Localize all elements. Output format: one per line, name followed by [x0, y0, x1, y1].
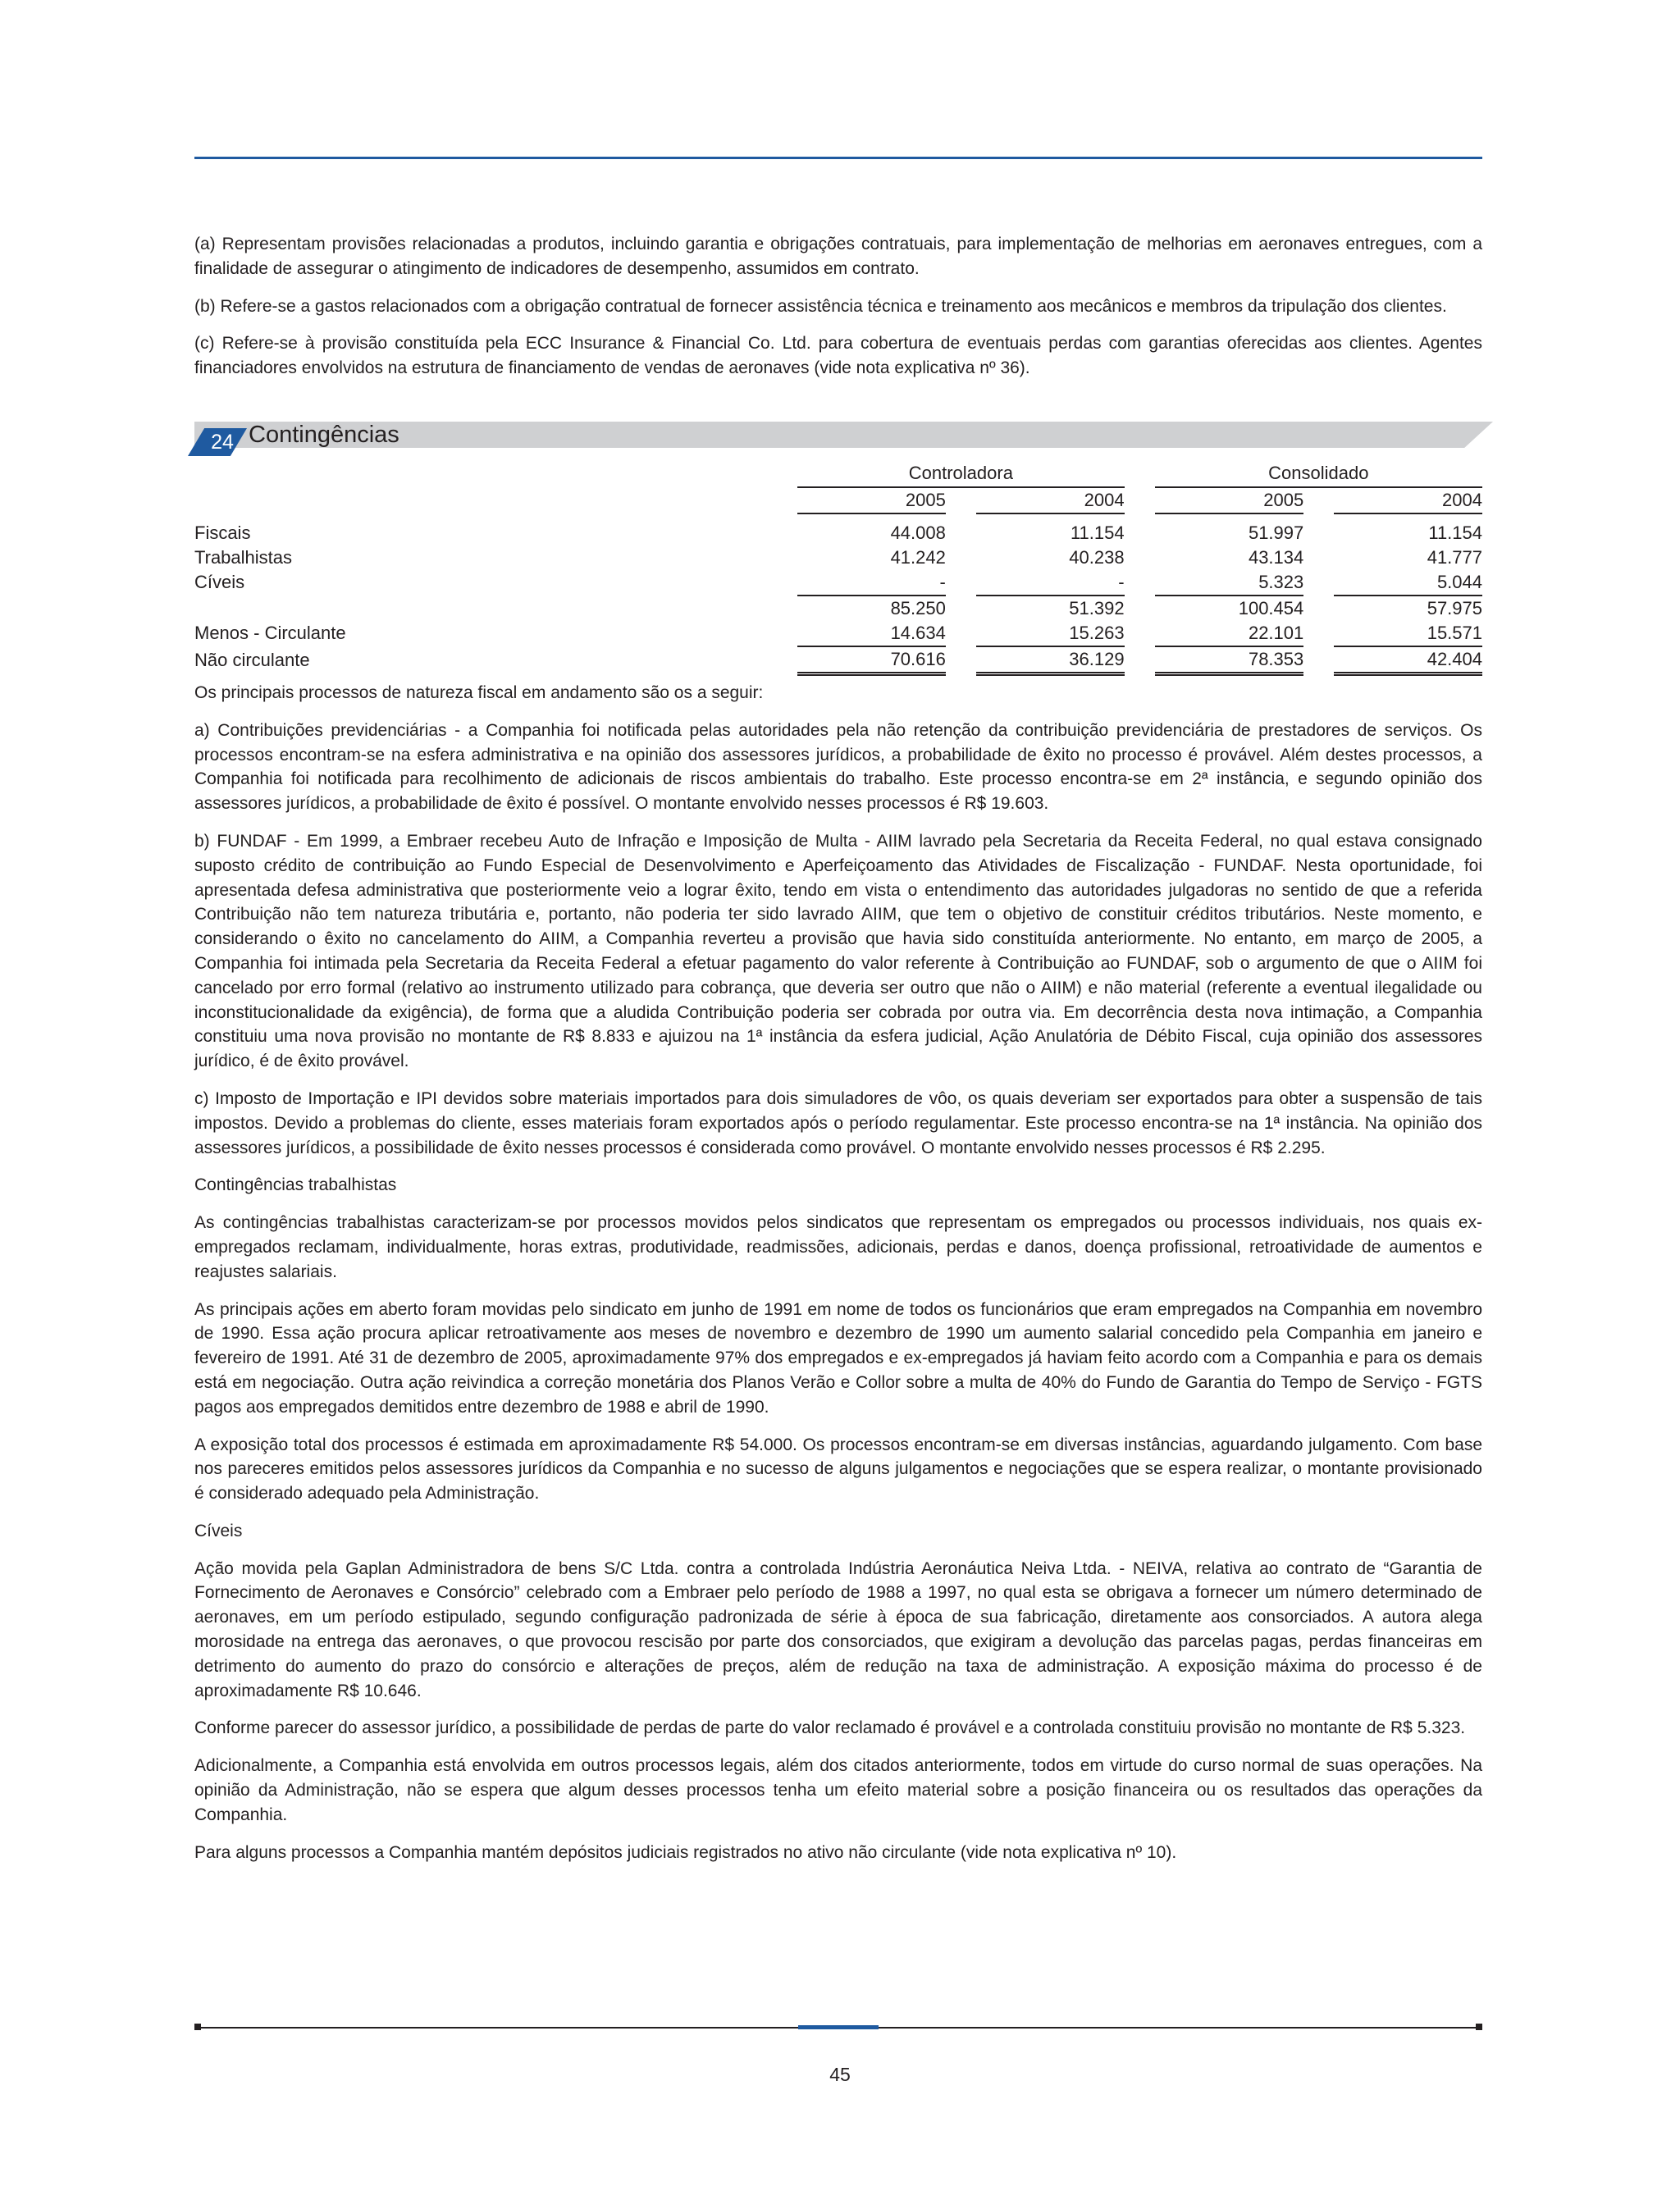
row-label: Menos - Circulante: [194, 623, 346, 644]
cell-value: 42.404: [1334, 646, 1482, 674]
cell-value: 15.571: [1334, 621, 1482, 646]
row-label: Fiscais: [194, 522, 251, 543]
fiscal-item-a: a) Contribuições previdenciárias - a Companhia foi notificada pelas autoridades pela não retenção da contribuição previdenciária de prestadores de serviços. Os processos encontram-se na esfera administrativa e na opinião dos assessores jurídicos, a probabilidade de êxito no processo é provável. Além destes processos, a Companhia foi notificada para recolhimento de adicionais de riscos ambientais do trabalho. Este processo encontra-se em 2ª instância, e segundo opinião dos assessores jurídicos, a probabilidade de êxito é possível. O montante envolvido nesses processos é R$ 19.603.: [194, 720, 1482, 814]
note-a: (a) Representam provisões relacionadas a produtos, incluindo garantia e obrigações contratuais, para implementação de melhorias em aeronaves entregues, com a finalidade de assegurar o atingimento de indicadores de desempenho, assumidos em contrato.: [194, 235, 1482, 278]
cell-value: 15.263: [976, 621, 1125, 646]
table-row: [194, 521, 1482, 545]
labor-heading: Contingências trabalhistas: [194, 1175, 397, 1195]
section-header: [194, 417, 1482, 454]
row-label: [194, 596, 797, 621]
cell-value: 57.975: [1427, 597, 1482, 618]
labor-paragraph: As contingências trabalhistas caracterizam-se por processos movidos pelos sindicatos que representam os empregados ou processos individuais, nos quais ex-empregados reclamam, individualmente, horas extras, produtividade, readmissões, adicionais, perdas e danos, doença profissional, retroatividade de aumentos e reajustes salariais.: [194, 1213, 1482, 1281]
cell-value: -: [976, 570, 1125, 596]
table-row: [194, 570, 1482, 596]
section-title: Contingências: [249, 421, 399, 448]
cell-value: 11.154: [1428, 522, 1482, 543]
cell-value: 40.238: [1069, 546, 1125, 568]
group-consolidado: Consolidado: [1155, 461, 1482, 488]
table-row: [194, 621, 1482, 646]
note-c: (c) Refere-se à provisão constituída pela ECC Insurance & Financial Co. Ltd. para cobertura de eventuais perdas com garantias oferecidas aos clientes. Agentes financiadores envolvidos na estrutura de financiamento de vendas de aeronaves (vide nota explicativa nº 36).: [194, 334, 1482, 378]
page-content: [194, 232, 1482, 1878]
cell-value: 41.777: [1427, 546, 1482, 568]
row-label: Cíveis: [194, 572, 245, 593]
civil-paragraph: Ação movida pela Gaplan Administradora de bens S/C Ltda. contra a controlada Indústria Aeronáutica Neiva Ltda. - NEIVA, relativa ao contrato de “Garantia de Fornecimento de Aeronaves e Consórcio” celebrado com a Embraer pelo período de 1988 a 1997, no qual esta se obrigava a fornecer um número determinado de aeronaves, em um período estipulado, segundo configuração padronizada de série à época de sua fabricação, diretamente aos consorciados. A autora alega morosidade na entrega das aeronaves, o que provocou rescisão por parte dos consorciados, que exigiram a devolução das parcelas pagas, perdas financeiras em detrimento do aumento do prazo do consórcio e alterações de preços, além de redução na taxa de administração. A exposição máxima do processo é de aproximadamente R$ 10.646.: [194, 1558, 1482, 1700]
other-paragraph: Para alguns processos a Companhia mantém depósitos judiciais registrados no ativo não circulante (vide nota explicativa nº 10).: [194, 1842, 1177, 1862]
header-rule: [194, 157, 1482, 159]
civil-paragraph: Conforme parecer do assessor jurídico, a possibilidade de perdas de parte do valor reclamado é provável e a controlada constituiu provisão no montante de R$ 5.323.: [194, 1718, 1466, 1738]
cell-value: 100.454: [1238, 597, 1304, 618]
cell-value: 22.101: [1155, 621, 1304, 646]
footer-rule-end-left: [194, 2024, 201, 2030]
cell-value: 14.634: [797, 621, 946, 646]
table-row-total: [194, 646, 1482, 674]
cell-value: 11.154: [1070, 522, 1125, 543]
year-header: 2004: [976, 488, 1125, 514]
labor-paragraph: As principais ações em aberto foram movidas pelo sindicato em junho de 1991 em nome de todos os funcionários que eram empregados na Companhia em novembro de 1990. Essa ação procura aplicar retroativamente aos meses de novembro e dezembro de 1990 um aumento salarial concedido pela Companhia em janeiro e fevereiro de 1991. Até 31 de dezembro de 2005, aproximadamente 97% dos empregados e ex-empregados já haviam feito acordo com a Companhia e para os demais está em negociação. Outra ação reivindica a correção monetária dos Planos Verão e Collor sobre a multa de 40% do Fundo de Garantia do Tempo de Serviço - FGTS pagos aos empregados demitidos entre dezembro de 1988 e abril de 1990.: [194, 1299, 1482, 1417]
fiscal-intro: Os principais processos de natureza fiscal em andamento são os a seguir:: [194, 682, 764, 702]
year-header: 2005: [1155, 488, 1304, 514]
row-label: Trabalhistas: [194, 546, 293, 568]
cell-value: 36.129: [976, 646, 1125, 674]
table-row-subtotal: [194, 596, 1482, 621]
footer-accent: [798, 2025, 879, 2029]
cell-value: 41.242: [890, 546, 946, 568]
page-number: 45: [829, 2064, 851, 2085]
table-year-header: [194, 488, 1482, 514]
fiscal-item-c: c) Imposto de Importação e IPI devidos sobre materiais importados para dois simuladores de vôo, os quais deveriam ser exportados para obter a suspensão de tais impostos. Devido a problemas do cliente, esses materiais foram exportados após o período regulamentar. Este processo encontra-se na 1ª instância. Na opinião dos assessores jurídicos, a possibilidade de êxito nesses processos é considerada como provável. O montante envolvido nesses processos é R$ 2.295.: [194, 1088, 1482, 1157]
section-number: 24: [211, 430, 234, 454]
group-controladora: Controladora: [797, 461, 1124, 488]
table-row: [194, 545, 1482, 570]
cell-value: -: [797, 570, 946, 596]
other-paragraph: Adicionalmente, a Companhia está envolvida em outros processos legais, além dos citados anteriormente, todos em virtude do curso normal de suas operações. Na opinião da Administração, não se espera que algum desses processos tenha um efeito material sobre a posição financeira ou os resultados das operações da Companhia.: [194, 1756, 1482, 1824]
fiscal-item-b: b) FUNDAF - Em 1999, a Embraer recebeu Auto de Infração e Imposição de Multa - AIIM lavrado pela Secretaria da Receita Federal, no qual estava consignado suposto crédito de contribuição ao Fundo Especial de Desenvolvimento e Aperfeiçoamento das Atividades de Fiscalização - FUNDAF. Nesta oportunidade, foi apresentada defesa administrativa que posteriormente veio a lograr êxito, tendo em vista o entendimento das autoridades julgadoras no sentido de que a referida Contribuição não tem natureza tributária e, portanto, não poderia ter sido lavrado AIIM, que tem o objetivo de constituir créditos tributários. Neste momento, e considerando o êxito no cancelamento do AIIM, a Companhia reverteu a provisão que havia sido constituída anteriormente. No entanto, em março de 2005, a Companhia foi intimada pela Secretaria da Receita Federal a efetuar pagamento do valor referente à Contribuição ao FUNDAF, sob o argumento de que o AIIM foi cancelado por erro formal (relativo ao instrumento utilizado para cobrança, que deveria ser outro que não o AIIM) e não material (referente a eventual ilegalidade ou inconstitucionalidade da exigência), de forma que a aludida Contribuição poderia ser cobrada por outra via. Em decorrência desta nova intimação, a Companhia constituiu uma nova provisão no montante de R$ 8.833 e ajuizou na 1ª instância da esfera judicial, Ação Anulatória de Débito Fiscal, cuja opinião dos assessores jurídico, é de êxito provável.: [194, 831, 1482, 1071]
cell-value: 5.044: [1334, 570, 1482, 596]
cell-value: 51.997: [1248, 522, 1304, 543]
contingencies-table: [194, 461, 1482, 676]
footer-rule-end-right: [1476, 2024, 1482, 2030]
civil-heading: Cíveis: [194, 1521, 243, 1540]
year-header: 2004: [1334, 488, 1482, 514]
cell-value: 44.008: [890, 522, 946, 543]
year-header: 2005: [797, 488, 946, 514]
cell-value: 51.392: [1069, 597, 1125, 618]
cell-value: 70.616: [797, 646, 946, 674]
cell-value: 85.250: [890, 597, 946, 618]
note-b: (b) Refere-se a gastos relacionados com a obrigação contratual de fornecer assistência técnica e treinamento aos mecânicos e membros da tripulação dos clientes.: [194, 296, 1447, 316]
cell-value: 5.323: [1155, 570, 1304, 596]
cell-value: 43.134: [1248, 546, 1304, 568]
row-label: Não circulante: [194, 649, 310, 670]
cell-value: 78.353: [1155, 646, 1304, 674]
labor-paragraph: A exposição total dos processos é estimada em aproximadamente R$ 54.000. Os processos encontram-se em diversas instâncias, aguardando julgamento. Com base nos pareceres emitidos pelos assessores jurídicos da Companhia e no sucesso de alguns julgamentos e negociações que se espera realizar, o montante provisionado é considerado adequado pela Administração.: [194, 1435, 1482, 1504]
table-group-header: [194, 461, 1482, 488]
